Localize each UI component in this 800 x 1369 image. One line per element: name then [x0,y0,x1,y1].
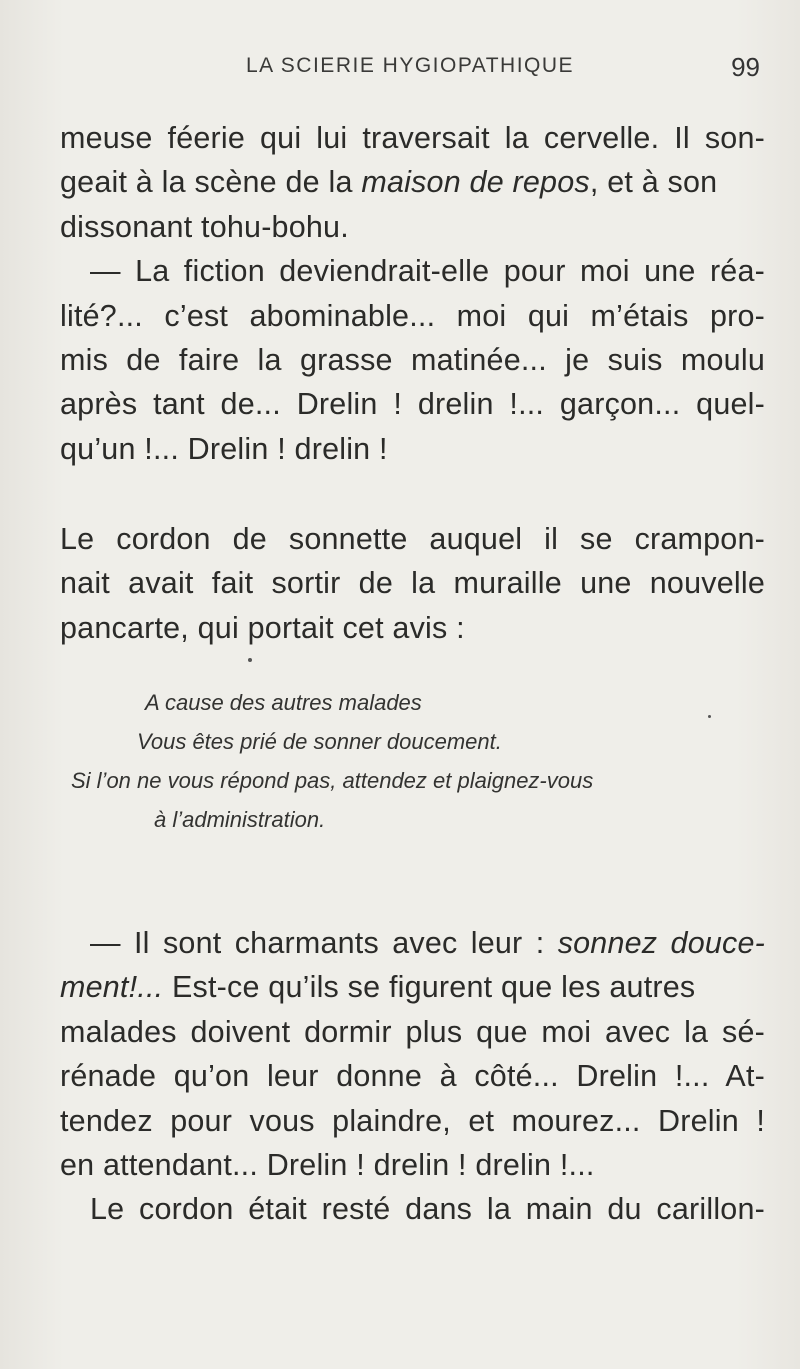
text-line: dissonant tohu-bohu. [60,209,349,244]
text-line [60,160,765,204]
italic-phrase: ment!... [60,970,164,1005]
running-title: LA SCIERIE HYGIOPATHIQUE [245,54,575,77]
notice-line: A cause des autres malades [145,690,422,715]
text-line-content: Le cordon était resté dans la main du carillon- [90,1192,765,1227]
italic-phrase: maison de repos [361,165,590,200]
text-line [60,561,765,605]
text-line: pancarte, qui portait cet avis : [60,610,465,645]
text-line [60,1099,765,1143]
notice-line: à l’administration. [154,807,326,832]
text-line-content: après tant de... Drelin ! drelin !... garçon... quel- [60,387,765,422]
notice-line: Si l’on ne vous répond pas, attendez et plaignez-vous [71,768,594,793]
text-line: en attendant... Drelin ! drelin ! drelin !... [60,1148,595,1183]
text-line [60,965,765,1009]
notice-line: Vous êtes prié de sonner doucement. [137,729,502,754]
text-line-content: mis de faire la grasse matinée... je suis moulu [60,343,765,378]
paragraph-2 [60,517,765,650]
text-line [60,382,765,426]
text-line-content: malades doivent dormir plus que moi avec la sé- [60,1014,765,1049]
notice-placard [60,683,765,839]
text-line [60,1187,765,1231]
ink-speck [248,658,252,662]
text-line-content [60,160,717,204]
text-line-content: Le cordon de sonnette auquel il se crampon- [60,522,765,556]
text-line [60,249,765,293]
text-line [60,921,765,965]
text-line-content: lité?... c’est abominable... moi qui m’étais pro- [60,298,765,333]
text-line [60,294,765,338]
text-line-content [60,965,695,1009]
page-number: 99 [731,52,760,82]
running-header [60,54,760,94]
text-line [60,338,765,382]
ink-speck [708,715,711,718]
text-line [60,116,765,160]
text-segment: geait à la scène de la [60,165,362,200]
text-line [60,517,765,561]
text-segment: Est-ce qu’ils se figurent que les autres [163,970,696,1005]
text-line [60,1054,765,1098]
paragraph-1 [60,116,765,471]
text-line-content: — La fiction deviendrait-elle pour moi une réa- [90,254,765,289]
text-line-content: rénade qu’on leur donne à côté... Drelin !... At- [60,1059,765,1094]
text-line [60,1010,765,1054]
text-line-content [90,921,765,965]
text-line-content: meuse féerie qui lui traversait la cervelle. Il son- [60,121,765,155]
text-line: qu’un !... Drelin ! drelin ! [60,431,388,466]
paragraph-3 [60,921,765,1232]
text-segment: , et à son [589,165,718,200]
italic-phrase: sonnez douce- [557,926,766,960]
text-line-content: tendez pour vous plaindre, et mourez... Drelin ! [60,1103,765,1138]
text-line-content: nait avait fait sortir de la muraille une nouvelle [60,566,765,601]
text-segment: — Il sont charmants avec leur : [90,926,558,960]
